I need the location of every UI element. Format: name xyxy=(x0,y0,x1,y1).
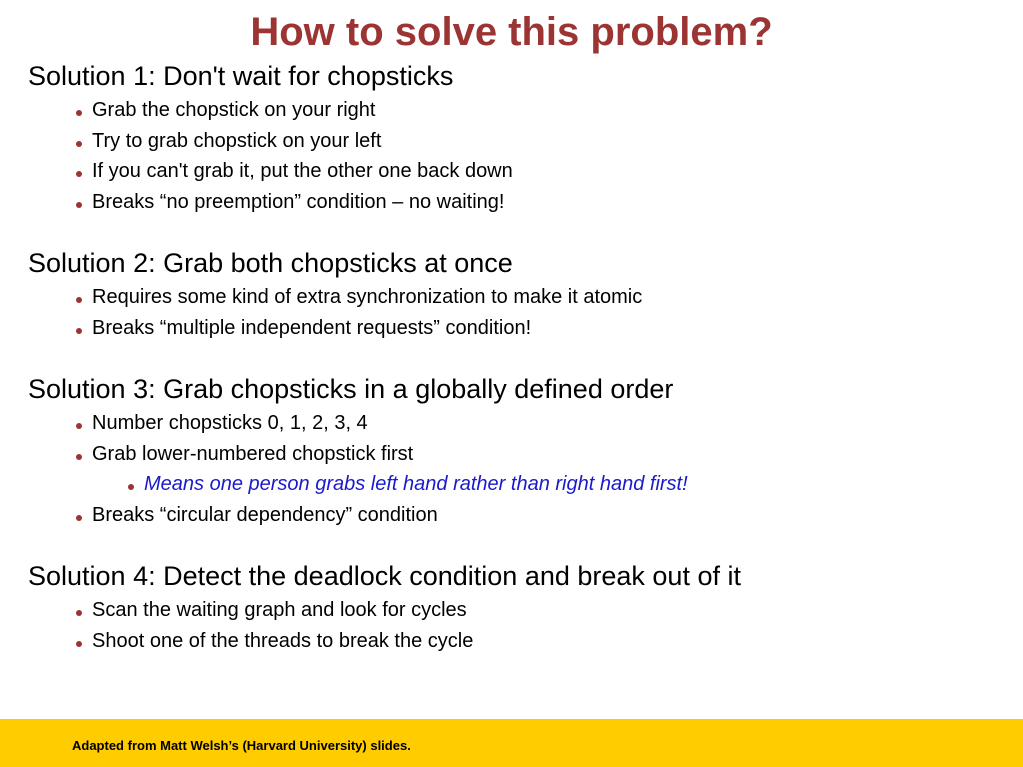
slide-content xyxy=(28,58,1008,656)
solution-4-section xyxy=(28,558,1008,656)
solution-3-heading: Solution 3: Grab chopsticks in a globally defined order xyxy=(28,374,674,404)
bullet-item: Breaks “multiple independent requests” condition! xyxy=(72,313,1008,344)
solution-3-sub-bullets-wrapper xyxy=(28,469,1008,500)
bullet-item: Try to grab chopstick on your left xyxy=(72,126,1008,157)
bullet-item: Requires some kind of extra synchronization to make it atomic xyxy=(72,282,1008,313)
footer-credit: Adapted from Matt Welsh’s (Harvard University) slides. xyxy=(72,738,411,753)
sub-bullet-container xyxy=(72,469,1008,500)
solution-3-bullets-continued xyxy=(28,500,1008,531)
bullet-item: Grab the chopstick on your right xyxy=(72,95,1008,126)
bullet-item: If you can't grab it, put the other one back down xyxy=(72,156,1008,187)
solution-1-heading: Solution 1: Don't wait for chopsticks xyxy=(28,61,454,91)
solution-1-bullets xyxy=(28,95,1008,217)
solution-3-sub-bullets xyxy=(72,469,1008,500)
bullet-item: Scan the waiting graph and look for cycles xyxy=(72,595,1008,626)
bullet-item: Number chopsticks 0, 1, 2, 3, 4 xyxy=(72,408,1008,439)
bullet-item: Breaks “no preemption” condition – no waiting! xyxy=(72,187,1008,218)
solution-1-section xyxy=(28,58,1008,217)
bullet-item: Shoot one of the threads to break the cycle xyxy=(72,626,1008,657)
sub-bullet-item: Means one person grabs left hand rather than right hand first! xyxy=(124,469,1008,500)
solution-2-heading: Solution 2: Grab both chopsticks at once xyxy=(28,248,513,278)
solution-3-section xyxy=(28,371,1008,530)
bullet-item: Breaks “circular dependency” condition xyxy=(72,500,1008,531)
solution-2-bullets xyxy=(28,282,1008,343)
solution-3-bullets xyxy=(28,408,1008,469)
solution-4-bullets xyxy=(28,595,1008,656)
solution-2-section xyxy=(28,245,1008,343)
bullet-item: Grab lower-numbered chopstick first xyxy=(72,439,1008,470)
footer-bar xyxy=(0,719,1023,767)
slide-title: How to solve this problem? xyxy=(250,10,773,54)
solution-4-heading: Solution 4: Detect the deadlock condition and break out of it xyxy=(28,561,741,591)
